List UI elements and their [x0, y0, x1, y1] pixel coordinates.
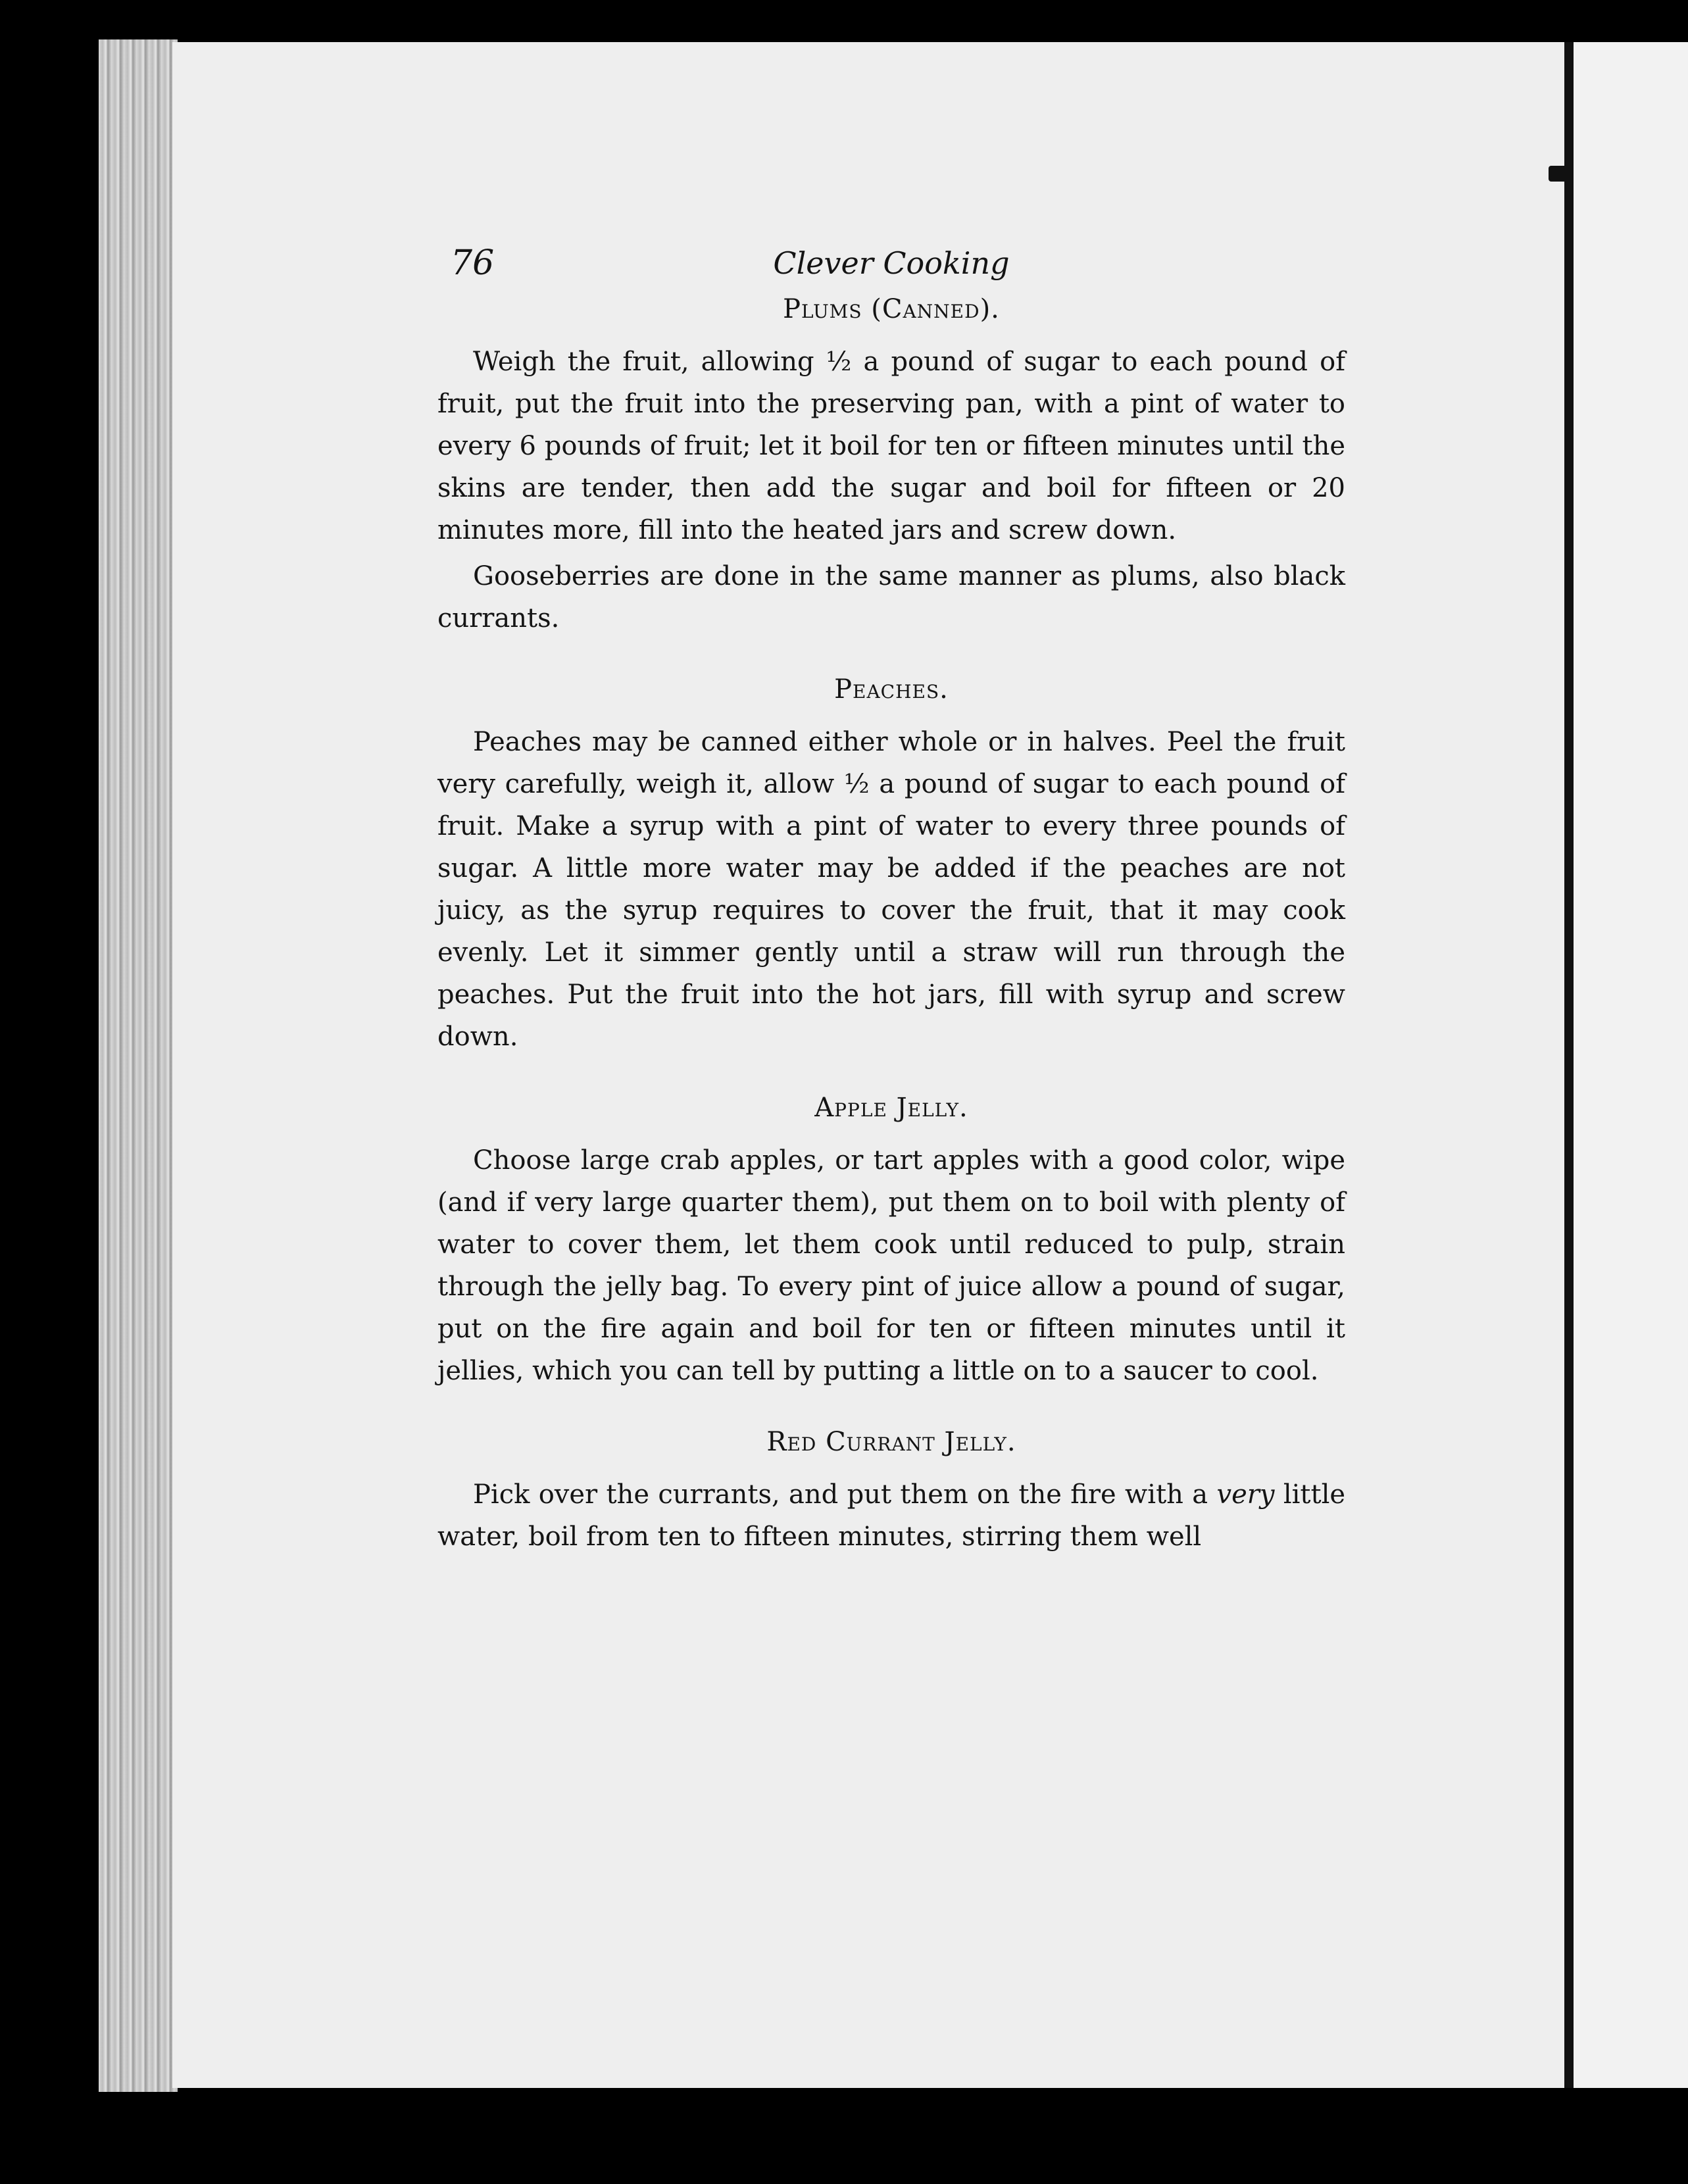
paragraph-apple-jelly: Choose large crab apples, or tart apples with a good color, wipe (and if very large quarter them), put them on to boil with plenty of water to cover them, let them cook until reduced to pulp, strain through the jelly bag. To every pint of juice allow a pound of sugar, put on the fire again and boil for ten or fifteen minutes until it jellies, which you can tell by putting a little on to a saucer to cool. [437, 1145, 1345, 1386]
facing-page-edge [1574, 42, 1688, 2088]
section-heading-peaches: Peaches. [834, 674, 949, 705]
running-head [437, 242, 1345, 288]
paragraph-start: Pick over the currants, and put them on the fire with a [473, 1479, 1208, 1510]
section-heading-apple-jelly: Apple Jelly. [814, 1093, 968, 1123]
page-edges [99, 39, 178, 2092]
gutter-rule [1564, 42, 1574, 2088]
paragraph-red-currant-jelly [437, 1474, 1345, 1558]
paragraph-plums-2: Gooseberries are done in the same manner as plums, also black currants. [437, 561, 1345, 633]
emphasis-word: very [1216, 1479, 1275, 1510]
section-heading-plums: Plums (Canned). [783, 294, 1000, 324]
paragraph-peaches: Peaches may be canned either whole or in halves. Peel the fruit very carefully, weigh it, allow ½ a pound of sugar to each pound of fruit. Make a syrup with a pint of water to every three pounds of sugar. A little more water may be added if the peaches are not juicy, as the syrup requires to cover the fruit, that it may cook evenly. Let it simmer gently until a straw will run through the peaches. Put the fruit into the hot jars, fill with syrup and screw down. [437, 727, 1345, 1052]
paragraph-end: little water, boil from ten to fifteen minutes, stirring them well [437, 1479, 1346, 1552]
page-text [437, 242, 1345, 1562]
page-number: 76 [451, 243, 495, 283]
paragraph-plums-1: Weigh the fruit, allowing ½ a pound of sugar to each pound of fruit, put the fruit into the preserving pan, with a pint of water to every 6 pounds of fruit; let it boil for ten or fifteen minutes until the skins are tender, then add the sugar and boil for fifteen or 20 minutes more, fill into the heated jars and screw down. [437, 347, 1345, 545]
running-title: Clever Cooking [773, 245, 1010, 281]
section-heading-red-currant-jelly: Red Currant Jelly. [766, 1427, 1016, 1457]
